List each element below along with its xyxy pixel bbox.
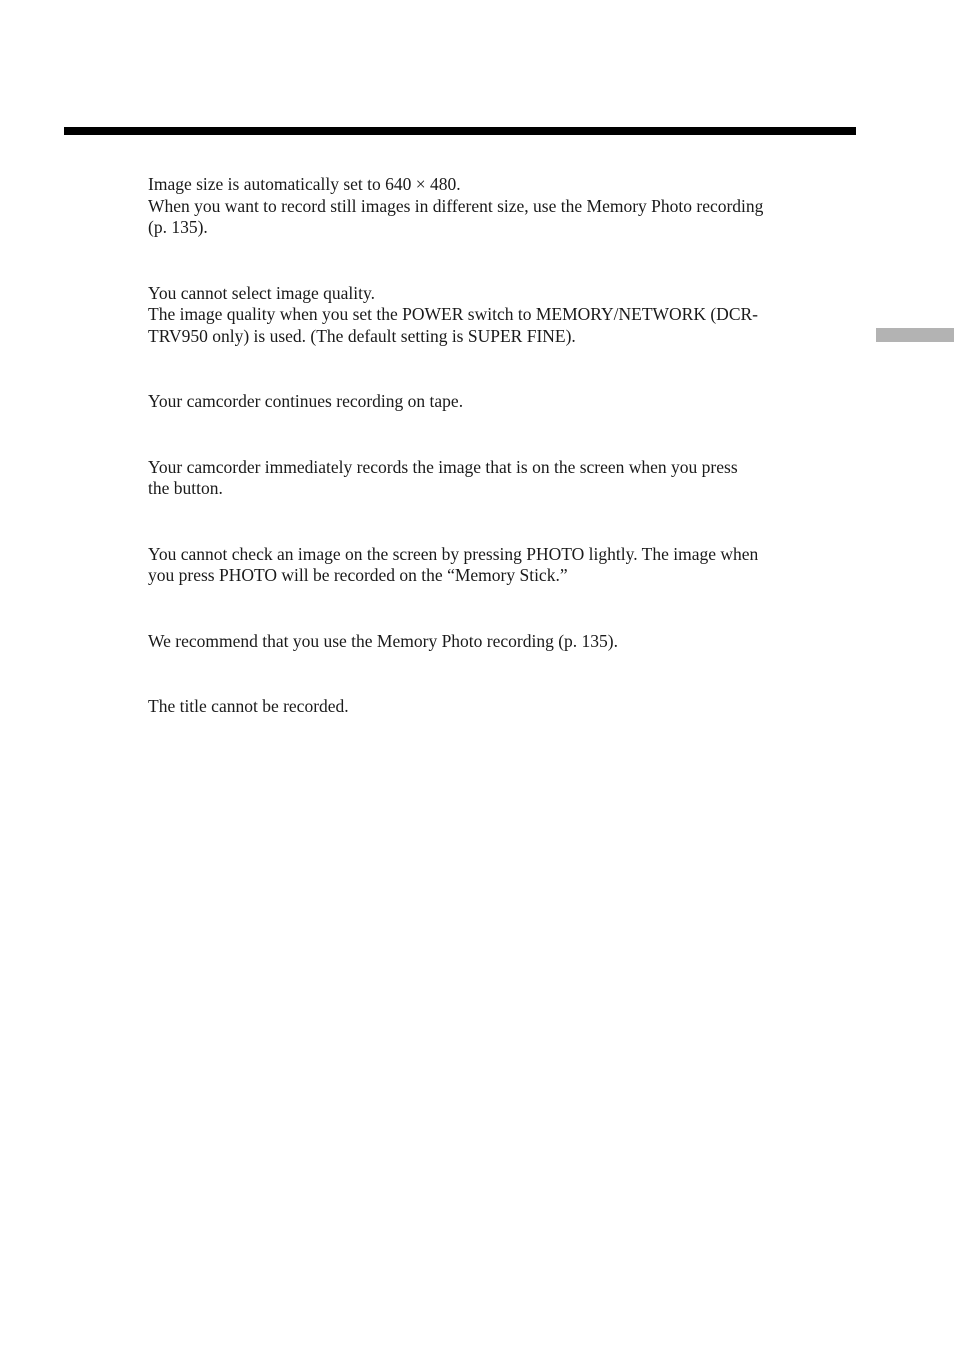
- note-line: The title cannot be recorded.: [148, 696, 349, 716]
- note-tape-recording: [148, 391, 860, 413]
- note-immediate-record: [148, 457, 860, 500]
- section-index-tab: [876, 328, 954, 342]
- note-photo-button: [148, 544, 860, 587]
- note-line: the button.: [148, 478, 223, 498]
- note-line: TRV950 only) is used. (The default setting is SUPER FINE).: [148, 325, 576, 346]
- note-line: you press PHOTO will be recorded on the “Memory Stick.”: [148, 565, 568, 585]
- note-line: We recommend that you use the Memory Photo recording (p. 135).: [148, 630, 619, 651]
- notes-body: [148, 174, 860, 718]
- note-line: (p. 135).: [148, 217, 208, 237]
- note-line: Your camcorder immediately records the image that is on the screen when you press: [148, 456, 738, 477]
- note-line: The image quality when you set the POWER switch to MEMORY/NETWORK (DCR-: [148, 304, 758, 324]
- note-image-size: [148, 174, 860, 239]
- note-title: [148, 696, 860, 718]
- note-line: When you want to record still images in different size, use the Memory Photo recording: [148, 195, 764, 216]
- note-recommendation: [148, 631, 860, 653]
- note-line: You cannot select image quality.: [148, 282, 375, 303]
- note-line: Your camcorder continues recording on tape.: [148, 391, 464, 411]
- note-line: Image size is automatically set to 640 × 480.: [148, 174, 461, 194]
- header-rule: [64, 127, 856, 135]
- note-line: You cannot check an image on the screen by pressing PHOTO lightly. The image when: [148, 543, 759, 564]
- note-image-quality: [148, 283, 860, 348]
